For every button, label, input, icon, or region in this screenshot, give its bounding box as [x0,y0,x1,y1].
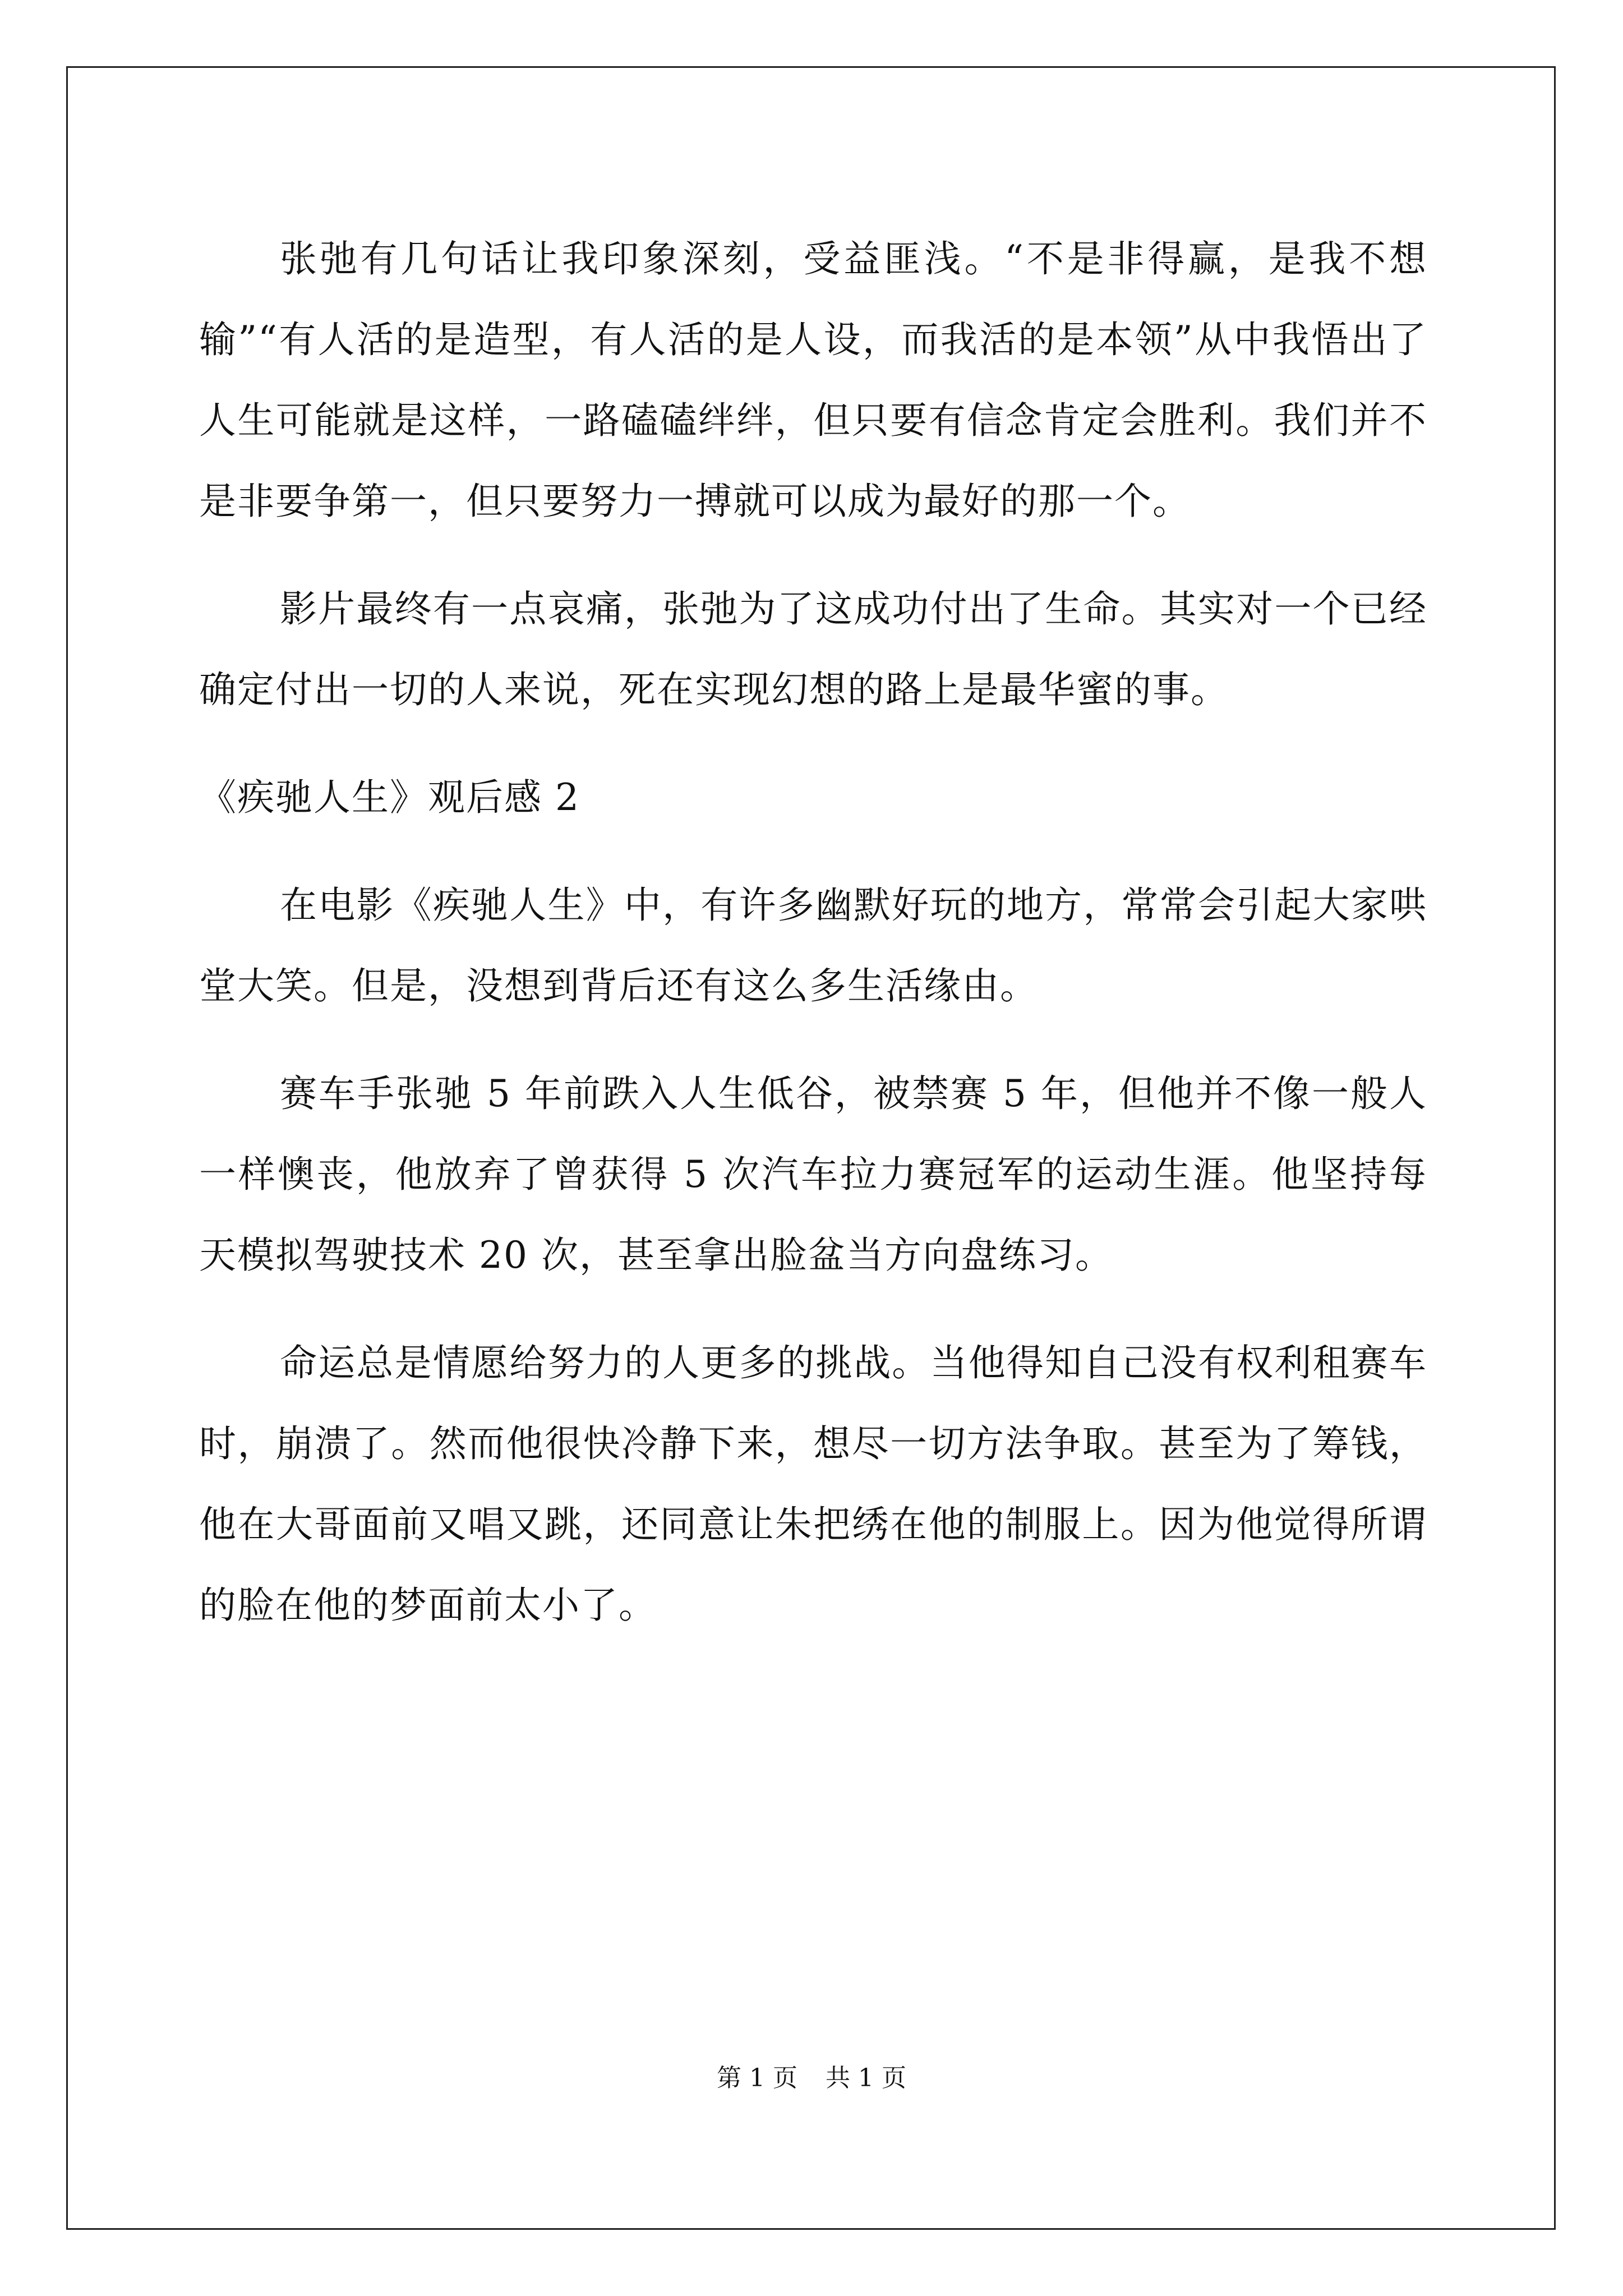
paragraph-gap [199,542,1427,569]
document-body [199,219,1427,1646]
section-heading: 《疾驰人生》观后感 2 [199,776,580,819]
paragraph-gap [199,1027,1427,1053]
paragraph-gap [199,838,1427,865]
paragraph-2: 影片最终有一点哀痛，张弛为了这成功付出了生命。其实对一个已经确定付出一切的人来说，死在实现幻想的路上是最华蜜的事。 [199,587,1427,711]
page-footer [0,2062,1623,2095]
paragraph-5: 命运总是情愿给努力的人更多的挑战。当他得知自己没有权利租赛车时，崩溃了。然而他很快冷静下来，想尽一切方法争取。甚至为了筹钱，他在大哥面前又唱又跳，还同意让朱把绣在他的制服上。因为他觉得所谓的脸在他的梦面前太小了。 [199,1341,1427,1627]
page-total: 共 1 页 [826,2064,906,2092]
page-number: 第 1 页 [717,2064,797,2092]
paragraph-4: 赛车手张驰 5 年前跌入人生低谷，被禁赛 5 年，但他并不像一般人一样懊丧，他放弃了曾获得 5 次汽车拉力赛冠军的运动生涯。他坚持每天模拟驾驶技术 20 次，甚至拿出脸盆当方向盘练习。 [199,1072,1427,1277]
paragraph-gap [199,730,1427,757]
paragraph-1: 张弛有几句话让我印象深刻，受益匪浅。“不是非得赢，是我不想输”“有人活的是造型，有人活的是人设，而我活的是本领”从中我悟出了人生可能就是这样，一路磕磕绊绊，但只要有信念肯定会胜利。我们并不是非要争第一，但只要努力一搏就可以成为最好的那一个。 [199,237,1427,523]
paragraph-3: 在电影《疾驰人生》中，有许多幽默好玩的地方，常常会引起大家哄堂大笑。但是，没想到背后还有这么多生活缘由。 [199,884,1427,1007]
paragraph-gap [199,1296,1427,1323]
